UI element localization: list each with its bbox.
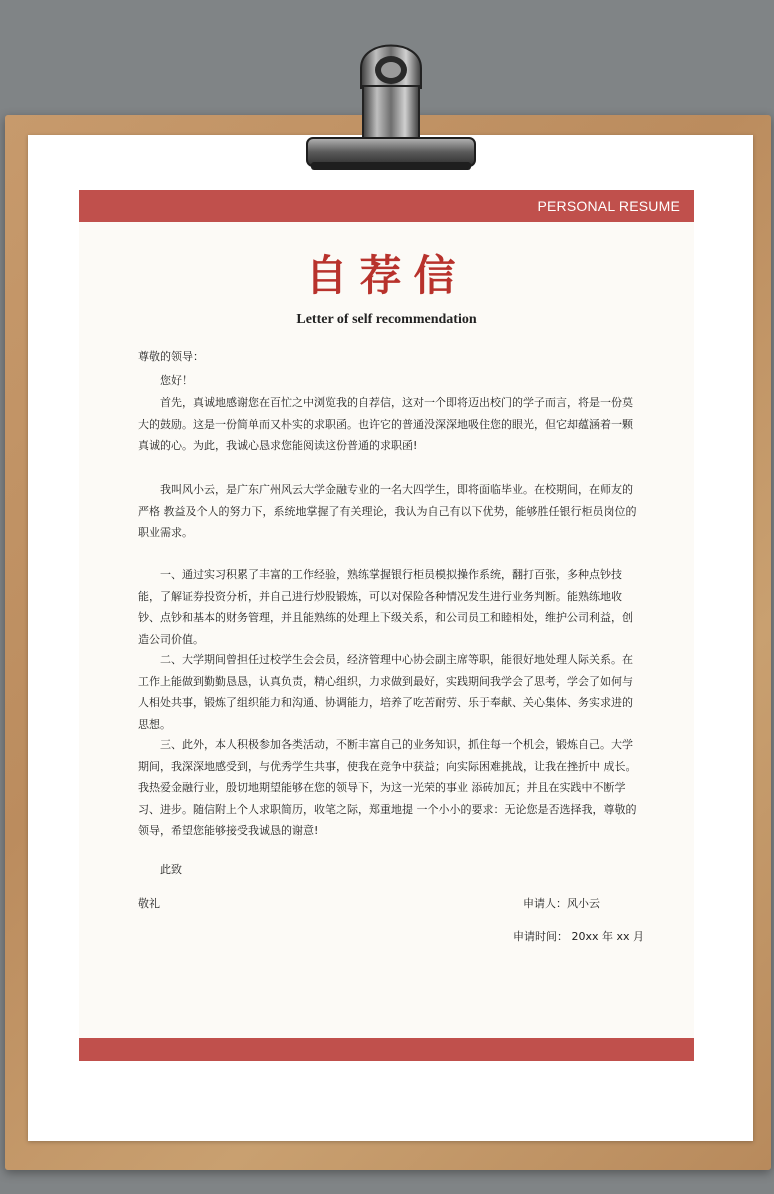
page-subtitle: Letter of self recommendation: [296, 312, 477, 327]
closing-line-2: 敬礼: [138, 897, 160, 910]
paragraph-text: 二、大学期间曾担任过校学生会会员，经济管理中心协会副主席等职，能很好地处理人际关系。在工作上能做到勤勤恳恳，认真负责，精心组织，力求做到最好，实践期间我学会了思考，学会了如何与人相处共事，锻炼了组织能力和沟通、协调能力，培养了吃苦耐劳、乐于奉献、关心集体、务实求进的思想。: [138, 653, 633, 731]
header-band: [79, 190, 694, 222]
applicant-name: 申请人：风小云: [523, 897, 600, 910]
paragraph-text: 一、通过实习积累了丰富的工作经验，熟练掌握银行柜员模拟操作系统，翻打百张，多种点钞技能，了解证券投资分析，并自己进行炒股锻炼，可以对保险各种情况发生进行业务判断。能熟练地收钞、点钞和基本的财务管理，并且能熟练的处理上下级关系，和公司员工和睦相处，维护公司利益，创造公司价值。: [138, 568, 633, 646]
application-date: 申请时间： 20xx 年 xx 月: [513, 930, 645, 943]
binder-clip-icon: [305, 28, 477, 178]
paragraph-text: 首先，真诚地感谢您在百忙之中浏览我的自荐信，这对一个即将迈出校门的学子而言，将是一份莫大的鼓励。这是一份简单而又朴实的求职函。也许它的普通没深深地吸住您的眼光，但它却蕴涵着一颗真诚的心。为此，我诚心恳求您能阅读这份普通的求职函!: [138, 396, 633, 452]
header-band-text: PERSONAL RESUME: [537, 198, 680, 214]
paragraph-text: 我叫风小云，是广东广州风云大学金融专业的一名大四学生，即将面临毕业。在校期间，在师友的严格 教益及个人的努力下，系统地掌握了有关理论，我认为自己有以下优势，能够胜任银行柜员岗位的职业需求。: [138, 483, 637, 539]
paragraph-intro: [138, 392, 638, 457]
paragraph-self-intro: [138, 479, 638, 544]
paragraph-point-3: [138, 734, 638, 842]
greeting: 您好！: [160, 374, 193, 387]
paragraph-text: 三、此外，本人积极参加各类活动，不断丰富自己的业务知识，抓住每一个机会，锻炼自己。大学期间，我深深地感受到，与优秀学生共事，使我在竞争中获益；向实际困难挑战，让我在挫折中 成长。我热爱金融行业，殷切地期望能够在您的领导下，为这一光荣的事业 添砖加瓦；并且在实践中不断学习、进步。随信附上个人求职简历，收笔之际，郑重地提 一个小小的要求：无论您是否选择我，尊敬的领导，希望您能够接受我诚恳的谢意!: [138, 738, 637, 837]
salutation: 尊敬的领导：: [138, 350, 204, 363]
footer-band: [79, 1038, 694, 1061]
page-title: 自荐信: [305, 251, 468, 300]
paragraph-point-1: [138, 564, 638, 650]
closing-line-1: 此致: [160, 863, 182, 876]
paragraph-point-2: [138, 649, 638, 735]
